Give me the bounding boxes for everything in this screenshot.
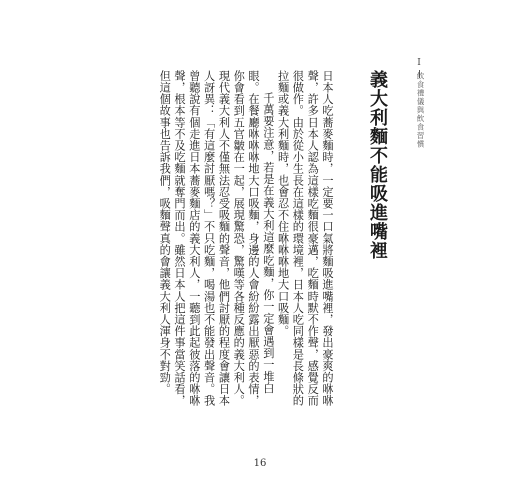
article-body	[134, 70, 334, 416]
running-header-section: I	[417, 58, 421, 68]
paragraph-2: 千萬要注意，若是在義大利這麼吃麵，你一定會遇到一堆白眼。在餐廳咻咻咻地大口吸麵，身邊的人會紛紛露出厭惡的表情，你會看到五官皺在一起，展現驚恐，驚嘆等各種反應的義大利人。現代義大利人不僅無法忍受吸麵的聲音，他們討厭的程度會讓日本人訝異：「有這麼討厭嗎？」不只吃麵，喝湯也不能發出聲音。我曾聽說有個走進日本蕎麥麵店的義大利人，一聽到此起彼落的咻咻聲，根本等不及吃麵就奪門而出。雖然日本人把這件事當笑話看，但這個故事也告訴我們，吸麵聲真的會讓義大利人渾身不對勁。	[158, 70, 275, 407]
running-header-title: 飲食禮儀與飲食習慣	[416, 72, 425, 149]
page-number: 16	[253, 458, 267, 469]
paragraph-1: 日本人吃蕎麥麵時，一定要一口氣將麵吸進嘴裡，發出豪爽的咻咻聲，許多日本人認為這樣吃麵很豪邁，吃麵時默不作聲，感覺反而很做作。由於從小生長在這樣的環境裡，日本人吃同樣是長條狀的拉麵或義大利麵時，也會忍不住咻咻咻地大口吸麵。	[276, 70, 334, 407]
article-title: 義大利麵不能吸進嘴裡	[367, 70, 388, 260]
